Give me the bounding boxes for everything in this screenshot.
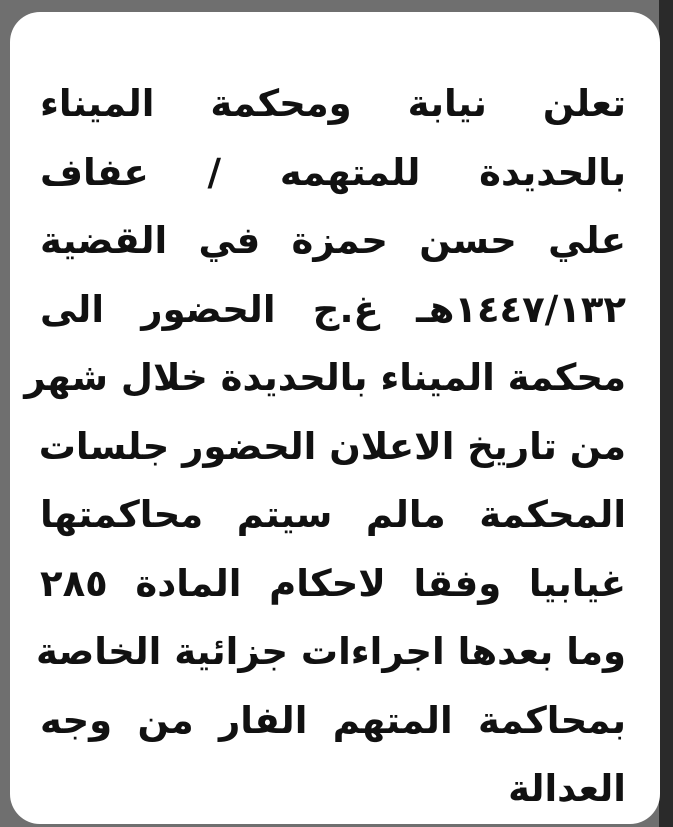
notice-line: بمحاكمة المتهم الفار من وجه [40,698,626,742]
notice-line: العدالة [508,767,626,810]
notice-line: علي حسن حمزة في القضية [40,219,626,262]
notice-line: بالحديدة للمتهمه / عفاف [40,150,626,194]
notice-card [10,12,660,824]
notice-line: من تاريخ الاعلان الحضور جلسات [38,424,626,468]
notice-line: وما بعدها اجراءات جزائية الخاصة [36,630,626,673]
notice-line: غيابيا وفقا لاحكام المادة ٢٨٥ [40,561,626,605]
notice-line: ١٤٤٧/١٣٢هـ غ.ج الحضور الى [40,287,626,331]
notice-text [24,70,626,824]
page-edge-shadow [659,0,673,827]
notice-line: تعلن نيابة ومحكمة الميناء [40,82,626,125]
notice-line: محكمة الميناء بالحديدة خلال شهر [24,356,626,399]
notice-line: المحكمة مالم سيتم محاكمتها [40,493,626,536]
